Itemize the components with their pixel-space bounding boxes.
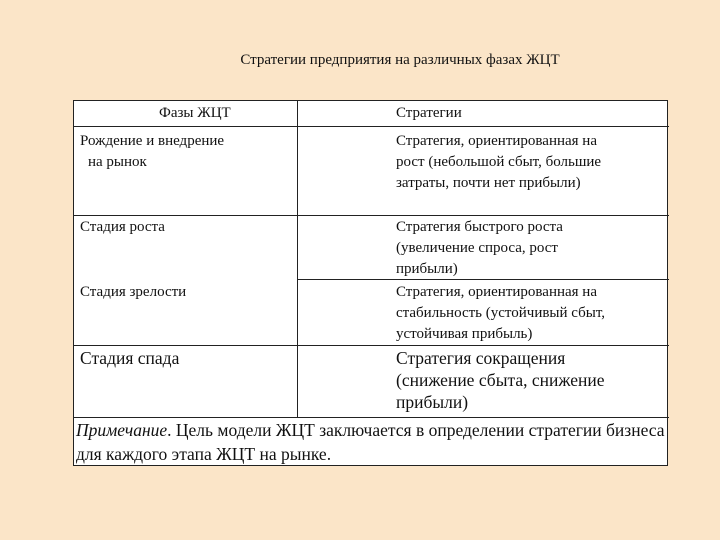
strategy-cell: Стратегия сокращения (снижение сбыта, снижение прибыли) bbox=[396, 348, 605, 412]
note-text: . Цель модели ЖЦТ заключается в определении стратегии бизнеса для каждого этапа ЖЦТ на рынке. bbox=[76, 420, 665, 464]
strategy-table bbox=[73, 100, 668, 466]
header-strategies: Стратегии bbox=[396, 105, 462, 121]
strategy-cell: Стратегия, ориентированная на рост (небольшой сбыт, большие затраты, почти нет прибыли) bbox=[396, 133, 602, 191]
phase-cell: Стадия роста bbox=[80, 219, 165, 235]
table-note bbox=[76, 418, 666, 466]
header-phases: Фазы ЖЦТ bbox=[159, 105, 231, 121]
row-divider bbox=[74, 126, 669, 127]
note-label: Примечание bbox=[76, 420, 168, 440]
phase-cell: Рождение и внедрение на рынок bbox=[80, 133, 225, 170]
row-divider bbox=[74, 215, 669, 216]
row-divider bbox=[74, 345, 669, 346]
phase-cell: Стадия спада bbox=[80, 348, 180, 368]
column-divider bbox=[297, 101, 298, 417]
strategy-cell: Стратегия, ориентированная на стабильность (устойчивый сбыт, устойчивая прибыль) bbox=[396, 284, 606, 342]
strategy-cell: Стратегия быстрого роста (увеличение спроса, рост прибыли) bbox=[396, 219, 563, 277]
page-title: Стратегии предприятия на различных фазах ЖЦТ bbox=[240, 52, 560, 68]
phase-cell: Стадия зрелости bbox=[80, 284, 187, 300]
